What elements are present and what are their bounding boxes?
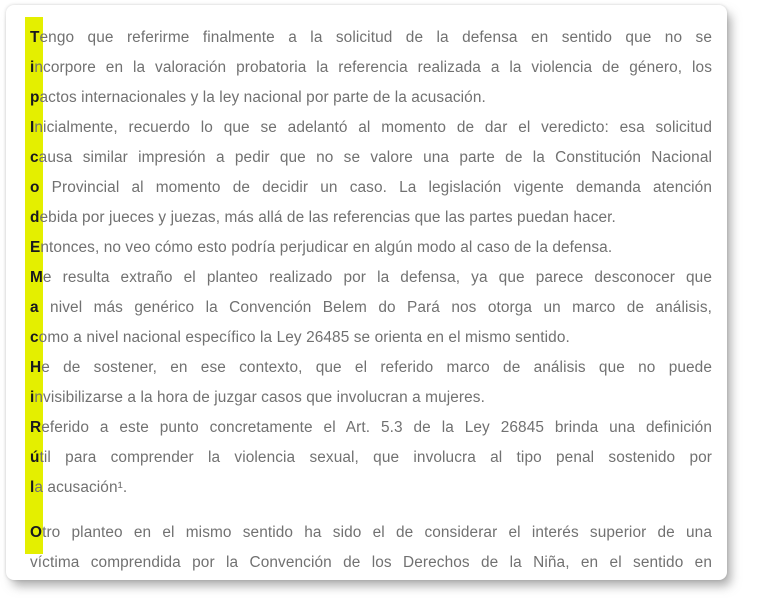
acrostic-letter: c [30, 149, 39, 166]
document-text [30, 23, 712, 578]
acrostic-letter: O [30, 524, 43, 541]
acrostic-letter: R [30, 419, 42, 436]
text-line: Tengo que referirme finalmente a la solicitud de la defensa en sentido que no se [30, 29, 712, 46]
acrostic-letter: E [30, 239, 41, 256]
text-line: incorpore en la valoración probatoria la referencia realizada a la violencia de género, los [30, 59, 712, 76]
text-line: Inicialmente, recuerdo lo que se adelantó al momento de dar el veredicto: esa solicitud [30, 119, 712, 136]
acrostic-letter: a [30, 299, 39, 316]
acrostic-letter: l [30, 479, 35, 496]
text-line: Otro planteo en el mismo sentido ha sido el de considerar el interés superior de una [30, 524, 712, 541]
acrostic-letter: p [30, 89, 40, 106]
text-line: debida por jueces y juezas, más allá de las referencias que las partes puedan hacer. [30, 209, 616, 226]
text-line: víctima comprendida por la Convención de los Derechos de la Niña, en el sentido en [30, 554, 712, 571]
acrostic-letter: I [30, 119, 35, 136]
text-line: invisibilizarse a la hora de juzgar casos que involucran a mujeres. [30, 389, 485, 406]
text-line: como a nivel nacional específico la Ley 26485 se orienta en el mismo sentido. [30, 329, 570, 346]
text-line: o Provincial al momento de decidir un caso. La legislación vigente demanda atención [30, 179, 712, 196]
acrostic-letter: T [30, 29, 40, 46]
acrostic-letter: H [30, 359, 42, 376]
text-line: la acusación¹. [30, 479, 128, 496]
text-line: Referido a este punto concretamente el Art. 5.3 de la Ley 26845 brinda una definición [30, 419, 712, 436]
document-page [6, 5, 727, 580]
text-line: Entonces, no veo cómo esto podría perjudicar en algún modo al caso de la defensa. [30, 239, 613, 256]
text-line: Me resulta extraño el planteo realizado por la defensa, ya que parece desconocer que [30, 269, 712, 286]
acrostic-letter: i [30, 389, 35, 406]
text-line: útil para comprender la violencia sexual, que involucra al tipo penal sostenido por [30, 449, 712, 466]
acrostic-letter: M [30, 269, 43, 286]
acrostic-letter: c [30, 329, 39, 346]
acrostic-letter: o [30, 179, 40, 196]
acrostic-letter: i [30, 59, 35, 76]
text-line: pactos internacionales y la ley nacional por parte de la acusación. [30, 89, 486, 106]
text-line: a nivel más genérico la Convención Belem do Pará nos otorga un marco de análisis, [30, 299, 712, 316]
text-line: He de sostener, en ese contexto, que el referido marco de análisis que no puede [30, 359, 712, 376]
text-line: causa similar impresión a pedir que no se valore una parte de la Constitución Nacional [30, 149, 712, 166]
acrostic-letter: ú [30, 449, 40, 466]
acrostic-letter: d [30, 209, 40, 226]
